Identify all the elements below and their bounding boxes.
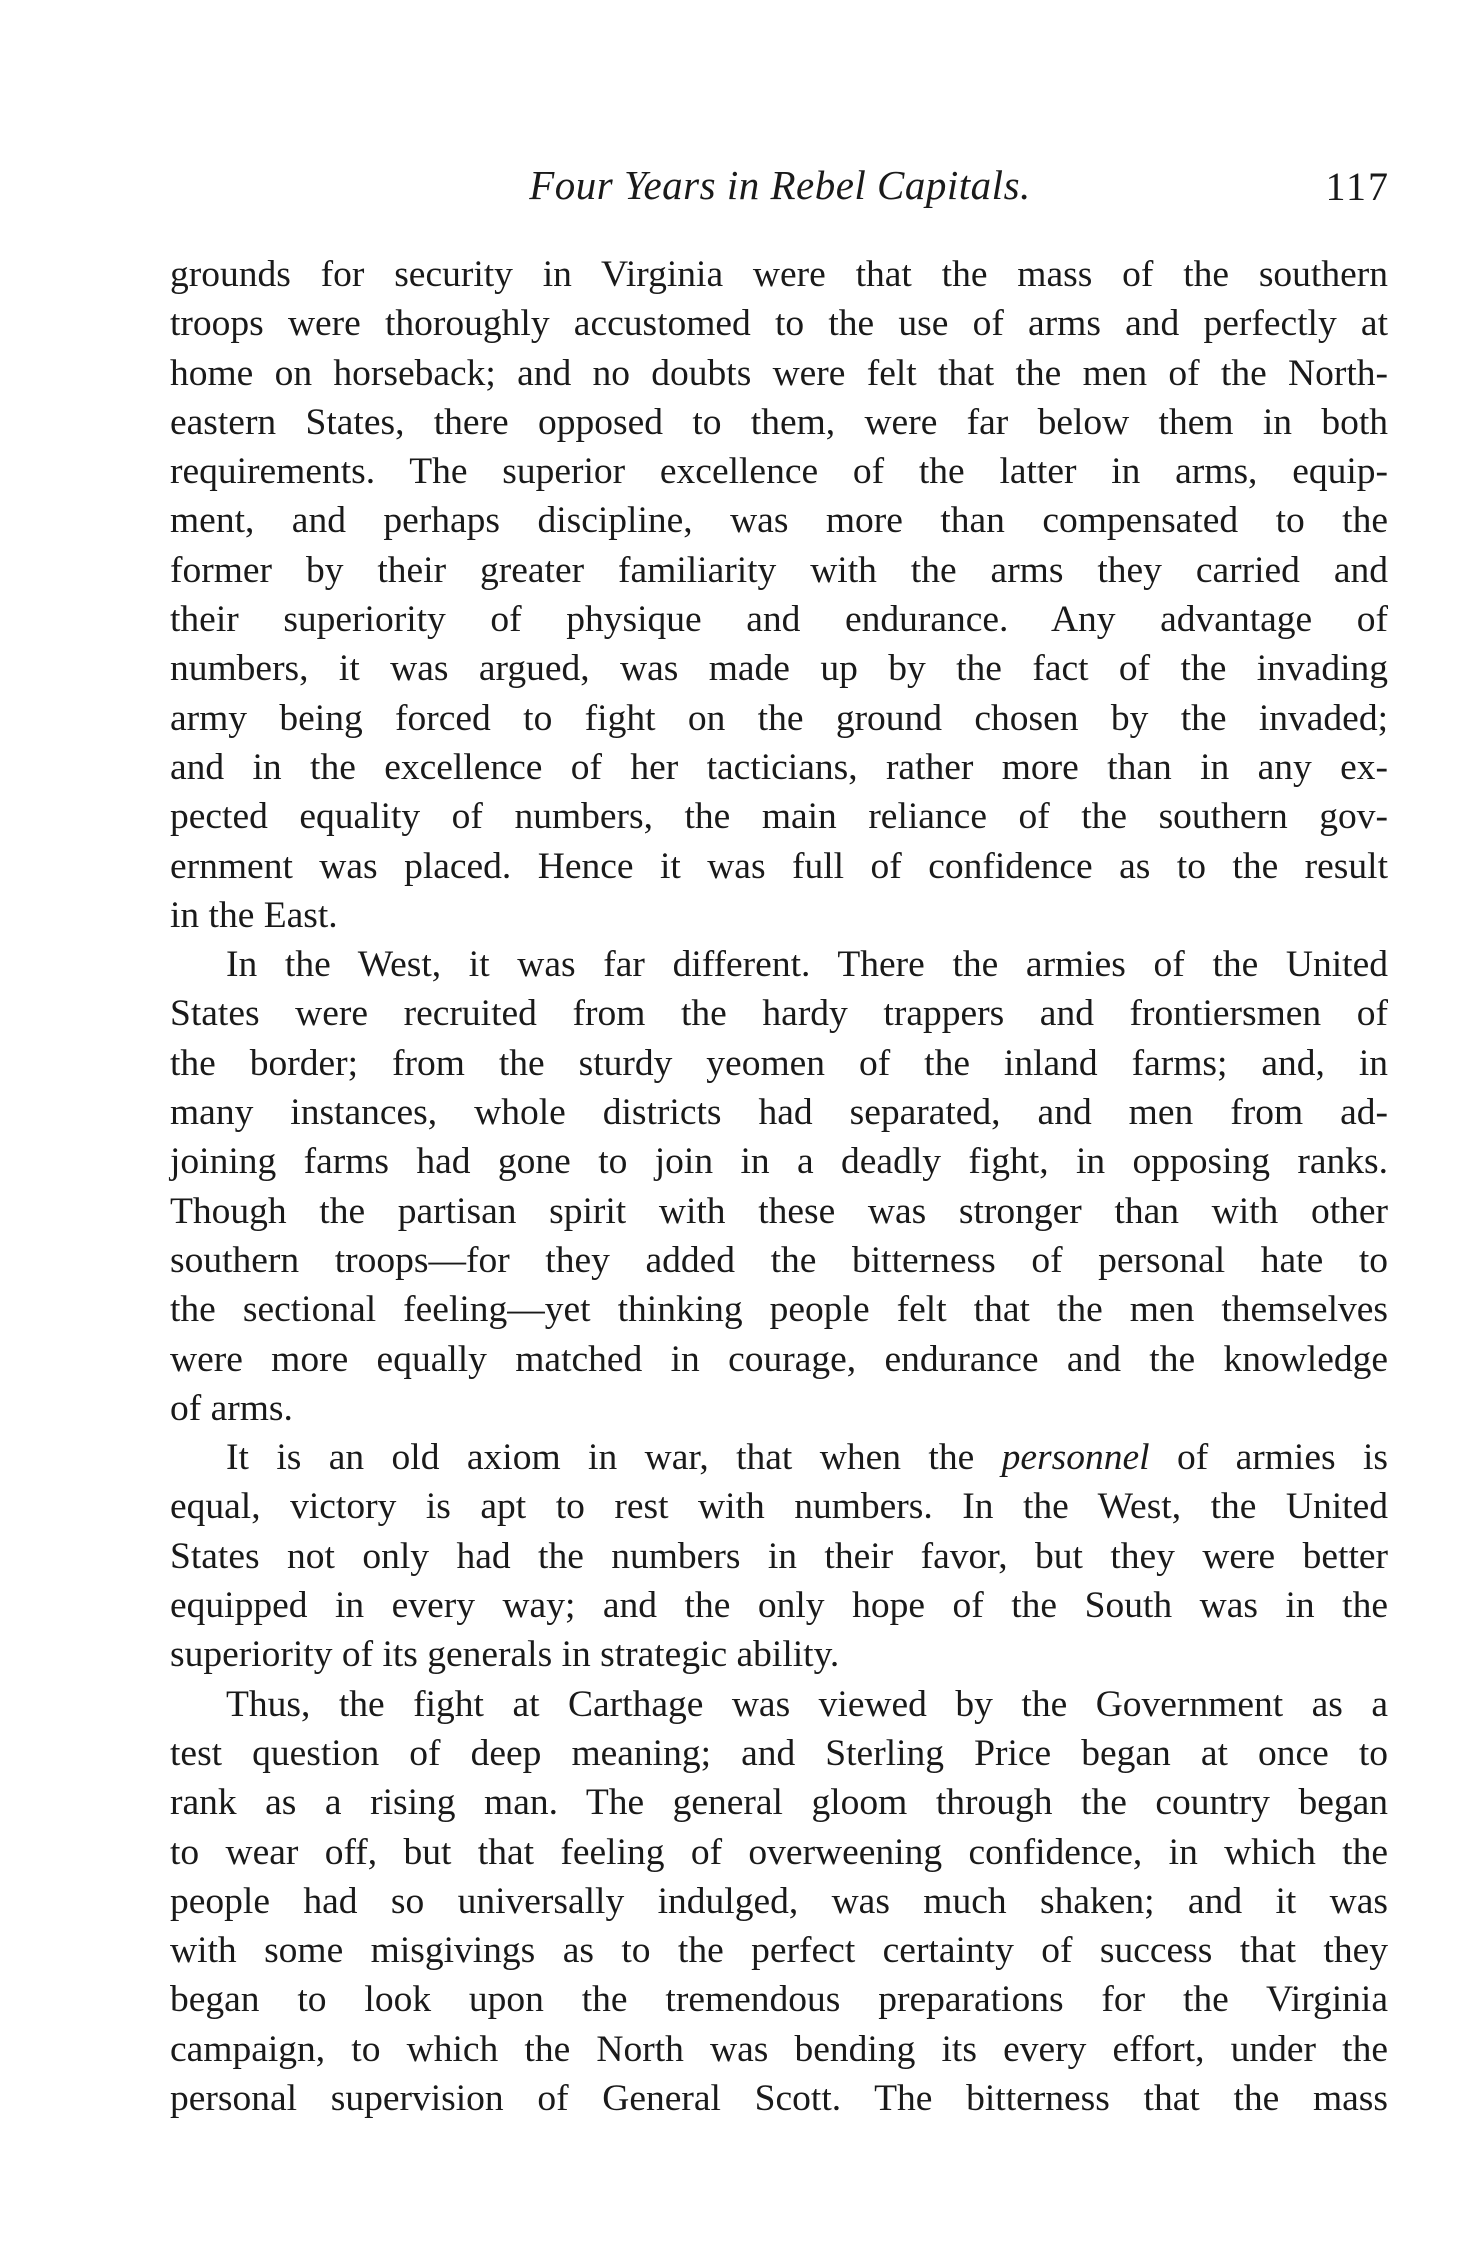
running-head [170,160,1390,210]
text-line: their superiority of physique and endurance. Any advantage of [170,599,1388,641]
text-line: army being forced to fight on the ground chosen by the invaded; [170,697,1388,739]
text-line: ernment was placed. Hence it was full of confidence as to the result [170,845,1388,887]
text-line: former by their greater familiarity with the arms they carried and [170,549,1388,591]
text-line: requirements. The superior excellence of the latter in arms, equip- [170,451,1388,493]
paragraph [170,250,1388,940]
text-line: superiority of its generals in strategic ability. [170,1634,840,1676]
paragraph [170,1433,1388,1679]
text-line: troops were thoroughly accustomed to the use of arms and perfectly at [170,303,1388,345]
text-span: of armies is [1149,1437,1388,1479]
text-line: eastern States, there opposed to them, were far below them in both [170,401,1388,443]
text-line: the sectional feeling—yet thinking people felt that the men themselves [170,1289,1388,1331]
text-line [170,1433,1388,1482]
page-number: 117 [1325,164,1390,209]
text-line: personal supervision of General Scott. The bitterness that the mass [170,2077,1388,2119]
text-line: people had so universally indulged, was much shaken; and it was [170,1880,1388,1922]
text-line: of arms. [170,1387,293,1429]
text-line: grounds for security in Virginia were that the mass of the southern [170,254,1388,295]
text-line: Though the partisan spirit with these was stronger than with other [170,1190,1388,1232]
text-line: began to look upon the tremendous preparations for the Virginia [170,1979,1388,2021]
text-span: It is an old axiom in war, that when the [226,1437,1002,1479]
text-line: in the East. [170,894,338,936]
text-line: States not only had the numbers in their favor, but they were better [170,1535,1388,1577]
text-line: many instances, whole districts had separated, and men from ad- [170,1092,1388,1134]
text-line: In the West, it was far different. There the armies of the United [226,944,1388,986]
running-title: Four Years in Rebel Capitals. [529,162,1031,208]
paragraph [170,940,1388,1433]
paragraph [170,1680,1388,2124]
text-line: southern troops—for they added the bitterness of personal hate to [170,1239,1388,1281]
text-line: Thus, the fight at Carthage was viewed by the Government as a [226,1683,1388,1725]
text-line: equal, victory is apt to rest with numbers. In the West, the United [170,1486,1388,1528]
text-line: States were recruited from the hardy trappers and frontiersmen of [170,993,1388,1035]
text-line: the border; from the sturdy yeomen of the inland farms; and, in [170,1042,1388,1084]
text-line: rank as a rising man. The general gloom through the country began [170,1782,1388,1824]
text-line: numbers, it was argued, was made up by the fact of the invading [170,648,1388,690]
text-line: to wear off, but that feeling of overweening confidence, in which the [170,1831,1388,1873]
italic-term: personnel [1001,1437,1150,1479]
text-line: home on horseback; and no doubts were felt that the men of the North- [170,352,1388,394]
text-line: equipped in every way; and the only hope of the South was in the [170,1585,1388,1627]
body-text [170,250,1388,2123]
text-line: ment, and perhaps discipline, was more than compensated to the [170,500,1388,542]
text-line: with some misgivings as to the perfect certainty of success that they [170,1930,1388,1972]
text-line: joining farms had gone to join in a deadly fight, in opposing ranks. [170,1141,1388,1183]
text-line: pected equality of numbers, the main reliance of the southern gov- [170,796,1388,838]
text-line: and in the excellence of her tacticians, rather more than in any ex- [170,746,1388,788]
text-line: campaign, to which the North was bending its every effort, under the [170,2028,1388,2070]
text-line: were more equally matched in courage, endurance and the knowledge [170,1338,1388,1380]
text-line: test question of deep meaning; and Sterling Price began at once to [170,1732,1388,1774]
